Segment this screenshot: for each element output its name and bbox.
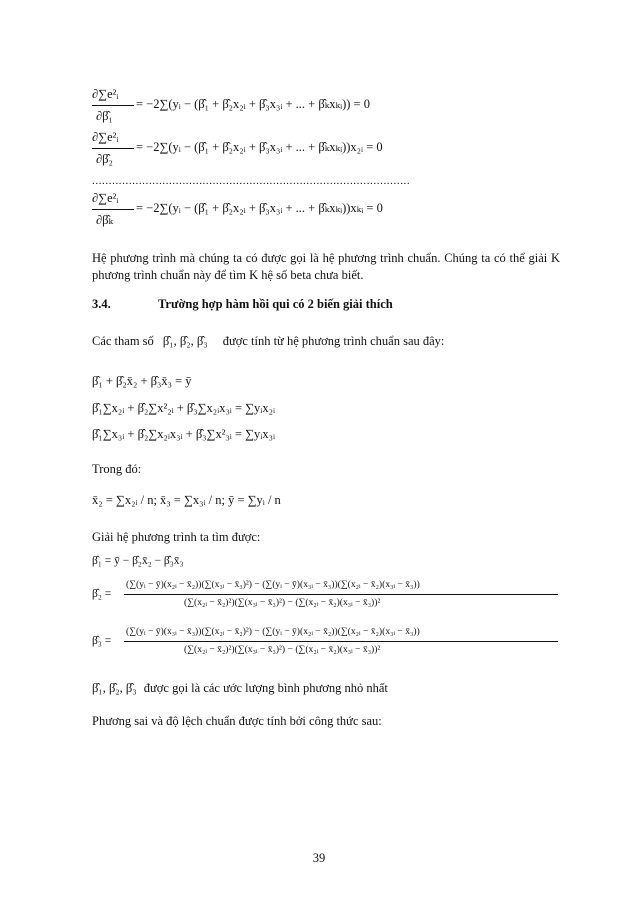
pd1-numerator: ∂∑e²ᵢ [92, 87, 119, 101]
estimators-text: được gọi là các ước lượng bình phương nhỏ nhất [143, 681, 388, 695]
params-intro-symbols: β̂₁, β̂₂, β̂₃ [162, 334, 208, 348]
beta2-numerator: (∑(yᵢ − ȳ)(x₂ᵢ − x̄₂))(∑(x₃ᵢ − x̄₃)²) − (∑(yᵢ − ȳ)(x₃ᵢ − x̄₃))(∑(x₂ᵢ − x̄₂)(x₃ᵢ − x̄₃)) [126, 579, 420, 590]
normal-equation-1: β̂₁ + β̂₂x̄₂ + β̂₃x̄₃ = ȳ [92, 374, 192, 388]
params-intro-before: Các tham số [92, 334, 154, 348]
pd1-denominator: ∂β̂₁ [96, 109, 113, 123]
means-definition: x̄₂ = ∑x₂ᵢ / n; x̄₃ = ∑x₃ᵢ / n; ȳ = ∑yᵢ / n [92, 493, 281, 507]
normal-equation-2: β̂₁∑x₂ᵢ + β̂₂∑x²₂ᵢ + β̂₃∑x₂ᵢx₃ᵢ = ∑yᵢx₂ᵢ [92, 401, 276, 415]
pd1-rhs: = −2∑(yᵢ − (β̂₁ + β̂₂x₂ᵢ + β̂₃x₃ᵢ + ... + β̂ₖxₖᵢ)) = 0 [136, 97, 370, 111]
pd1-fraction-bar [92, 105, 134, 106]
pd2-denominator: ∂β̂₂ [96, 152, 113, 166]
pd2-fraction-bar [92, 148, 134, 149]
section-number: 3.4. [92, 297, 111, 311]
pdk-numerator: ∂∑e²ᵢ [92, 191, 119, 205]
where-label: Trong đó: [92, 462, 142, 476]
params-intro-after: được tính từ hệ phương trình chuẩn sau đây: [222, 334, 445, 348]
beta2-denominator: (∑(x₂ᵢ − x̄₂)²)(∑(x₃ᵢ − x̄₃)²) − (∑(x₂ᵢ − x̄₂)(x₃ᵢ − x̄₃))² [184, 597, 381, 608]
section-title: Trường hợp hàm hồi qui có 2 biến giải thích [158, 297, 393, 311]
pdk-denominator: ∂β̂ₖ [96, 213, 114, 227]
beta2-fraction-bar [124, 594, 558, 595]
pdk-fraction-bar [92, 209, 134, 210]
params-intro [92, 334, 444, 349]
beta3-numerator: (∑(yᵢ − ȳ)(x₃ᵢ − x̄₃))(∑(x₂ᵢ − x̄₂)²) − (∑(yᵢ − ȳ)(x₂ᵢ − x̄₂))(∑(x₂ᵢ − x̄₂)(x₃ᵢ − x̄₃)) [126, 626, 420, 637]
beta3-fraction-bar [124, 641, 558, 642]
beta1-solution: β̂₁ = ȳ − β̂₂x̄₂ − β̂₃x̄₃ [92, 555, 184, 567]
page-number: 39 [312, 851, 326, 865]
variance-intro: Phương sai và độ lệch chuẩn được tính bởi công thức sau: [92, 714, 382, 728]
beta3-lhs: β̂₃ = [92, 635, 112, 647]
beta3-denominator: (∑(x₂ᵢ − x̄₂)²)(∑(x₃ᵢ − x̄₃)²) − (∑(x₂ᵢ − x̄₂)(x₃ᵢ − x̄₃))² [184, 644, 381, 655]
normal-equation-3: β̂₁∑x₃ᵢ + β̂₂∑x₂ᵢx₃ᵢ + β̂₃∑x²₃ᵢ = ∑yᵢx₃ᵢ [92, 427, 276, 441]
pd2-numerator: ∂∑e²ᵢ [92, 130, 119, 144]
dotted-separator: ............................................................................................... [92, 175, 411, 187]
normal-system-paragraph: Hệ phương trình mà chúng ta có được gọi là hệ phương trình chuẩn. Chúng ta có thể giải K phương trình chuẩn này để tìm K hệ số beta chưa biết. [92, 251, 560, 282]
pd2-rhs: = −2∑(yᵢ − (β̂₁ + β̂₂x₂ᵢ + β̂₃x₃ᵢ + ... + β̂ₖxₖᵢ))x₂ᵢ = 0 [136, 140, 383, 154]
beta2-lhs: β̂₂ = [92, 588, 112, 600]
section-heading [92, 297, 393, 312]
estimators-line [92, 681, 388, 696]
estimators-symbols: β̂₁, β̂₂, β̂₃ [92, 681, 137, 695]
pdk-rhs: = −2∑(yᵢ − (β̂₁ + β̂₂x₂ᵢ + β̂₃x₃ᵢ + ... + β̂ₖxₖᵢ))xₖᵢ = 0 [136, 201, 383, 215]
solve-label: Giải hệ phương trình ta tìm được: [92, 530, 261, 544]
